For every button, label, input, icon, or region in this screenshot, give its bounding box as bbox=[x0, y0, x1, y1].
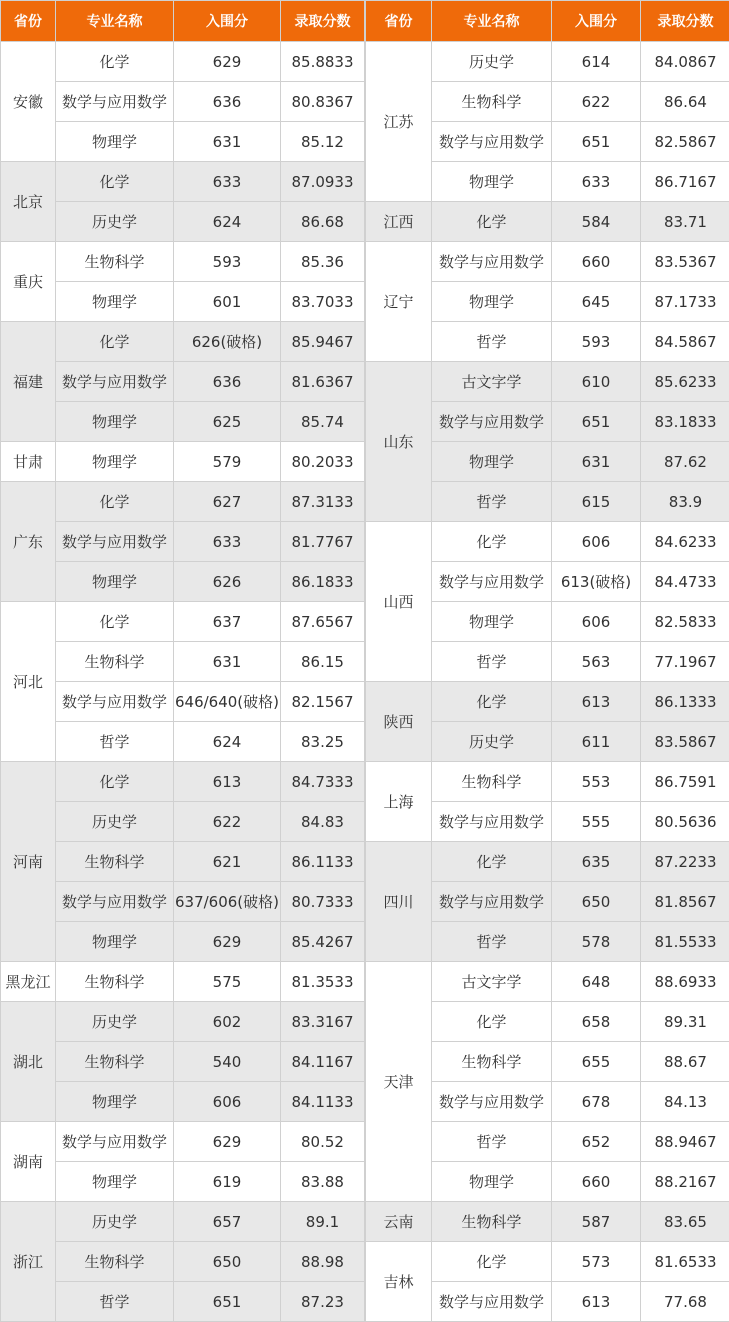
major-cell: 数学与应用数学 bbox=[432, 882, 552, 922]
major-cell: 化学 bbox=[432, 1242, 552, 1282]
cutoff-cell: 573 bbox=[552, 1242, 641, 1282]
table-row bbox=[366, 202, 729, 242]
major-cell: 数学与应用数学 bbox=[56, 882, 174, 922]
admission-cell: 84.83 bbox=[281, 802, 365, 842]
admission-cell: 85.36 bbox=[281, 242, 365, 282]
cutoff-cell: 624 bbox=[174, 722, 281, 762]
table-row bbox=[366, 1202, 729, 1242]
cutoff-cell: 626(破格) bbox=[174, 322, 281, 362]
cutoff-cell: 650 bbox=[552, 882, 641, 922]
major-cell: 化学 bbox=[56, 322, 174, 362]
admission-cell: 83.7033 bbox=[281, 282, 365, 322]
major-cell: 数学与应用数学 bbox=[432, 242, 552, 282]
cutoff-cell: 651 bbox=[174, 1282, 281, 1322]
admission-cell: 86.1833 bbox=[281, 562, 365, 602]
admission-cell: 84.0867 bbox=[641, 42, 729, 82]
admission-cell: 83.9 bbox=[641, 482, 729, 522]
cutoff-cell: 645 bbox=[552, 282, 641, 322]
major-cell: 历史学 bbox=[432, 722, 552, 762]
table-row bbox=[1, 1282, 365, 1322]
table-row bbox=[1, 642, 365, 682]
admission-cell: 83.65 bbox=[641, 1202, 729, 1242]
cutoff-cell: 601 bbox=[174, 282, 281, 322]
cutoff-cell: 563 bbox=[552, 642, 641, 682]
admission-cell: 86.1133 bbox=[281, 842, 365, 882]
header-province: 省份 bbox=[366, 1, 432, 42]
admission-cell: 87.3133 bbox=[281, 482, 365, 522]
major-cell: 古文字学 bbox=[432, 362, 552, 402]
admission-cell: 87.62 bbox=[641, 442, 729, 482]
admission-cell: 83.25 bbox=[281, 722, 365, 762]
major-cell: 化学 bbox=[432, 522, 552, 562]
table-row bbox=[366, 842, 729, 882]
major-cell: 生物科学 bbox=[432, 1042, 552, 1082]
admission-cell: 85.12 bbox=[281, 122, 365, 162]
header-major: 专业名称 bbox=[432, 1, 552, 42]
header-admission: 录取分数 bbox=[281, 1, 365, 42]
table-row bbox=[1, 482, 365, 522]
admission-cell: 81.6533 bbox=[641, 1242, 729, 1282]
cutoff-cell: 655 bbox=[552, 1042, 641, 1082]
cutoff-cell: 614 bbox=[552, 42, 641, 82]
cutoff-cell: 613(破格) bbox=[552, 562, 641, 602]
header-admission: 录取分数 bbox=[641, 1, 729, 42]
admission-cell: 84.5867 bbox=[641, 322, 729, 362]
major-cell: 历史学 bbox=[56, 1202, 174, 1242]
table-row bbox=[366, 522, 729, 562]
header-row bbox=[366, 1, 729, 42]
table-row bbox=[366, 42, 729, 82]
admission-cell: 83.1833 bbox=[641, 402, 729, 442]
table-row bbox=[1, 162, 365, 202]
admission-cell: 83.5867 bbox=[641, 722, 729, 762]
admission-cell: 81.6367 bbox=[281, 362, 365, 402]
admission-cell: 84.6233 bbox=[641, 522, 729, 562]
admission-cell: 88.2167 bbox=[641, 1162, 729, 1202]
admission-cell: 86.1333 bbox=[641, 682, 729, 722]
province-cell: 浙江 bbox=[1, 1202, 56, 1322]
province-cell: 北京 bbox=[1, 162, 56, 242]
major-cell: 化学 bbox=[432, 1002, 552, 1042]
major-cell: 生物科学 bbox=[432, 82, 552, 122]
admission-cell: 80.2033 bbox=[281, 442, 365, 482]
major-cell: 数学与应用数学 bbox=[56, 362, 174, 402]
major-cell: 数学与应用数学 bbox=[432, 1282, 552, 1322]
province-cell: 江西 bbox=[366, 202, 432, 242]
table-row bbox=[1, 842, 365, 882]
table-row bbox=[1, 322, 365, 362]
cutoff-cell: 648 bbox=[552, 962, 641, 1002]
province-cell: 云南 bbox=[366, 1202, 432, 1242]
province-cell: 河北 bbox=[1, 602, 56, 762]
header-cutoff: 入围分 bbox=[174, 1, 281, 42]
cutoff-cell: 658 bbox=[552, 1002, 641, 1042]
major-cell: 物理学 bbox=[432, 602, 552, 642]
admission-cell: 83.3167 bbox=[281, 1002, 365, 1042]
cutoff-cell: 629 bbox=[174, 42, 281, 82]
cutoff-cell: 660 bbox=[552, 242, 641, 282]
major-cell: 化学 bbox=[432, 202, 552, 242]
major-cell: 历史学 bbox=[56, 802, 174, 842]
admission-cell: 80.52 bbox=[281, 1122, 365, 1162]
major-cell: 生物科学 bbox=[56, 1042, 174, 1082]
admission-cell: 86.7591 bbox=[641, 762, 729, 802]
major-cell: 生物科学 bbox=[56, 842, 174, 882]
cutoff-cell: 633 bbox=[552, 162, 641, 202]
province-cell: 湖北 bbox=[1, 1002, 56, 1122]
cutoff-cell: 637 bbox=[174, 602, 281, 642]
admission-cell: 87.6567 bbox=[281, 602, 365, 642]
province-cell: 上海 bbox=[366, 762, 432, 842]
major-cell: 哲学 bbox=[56, 1282, 174, 1322]
admission-cell: 77.68 bbox=[641, 1282, 729, 1322]
cutoff-cell: 625 bbox=[174, 402, 281, 442]
cutoff-cell: 646/640(破格) bbox=[174, 682, 281, 722]
cutoff-cell: 631 bbox=[552, 442, 641, 482]
admission-cell: 84.1133 bbox=[281, 1082, 365, 1122]
header-province: 省份 bbox=[1, 1, 56, 42]
cutoff-cell: 652 bbox=[552, 1122, 641, 1162]
major-cell: 生物科学 bbox=[56, 242, 174, 282]
major-cell: 物理学 bbox=[56, 1082, 174, 1122]
admission-cell: 87.23 bbox=[281, 1282, 365, 1322]
major-cell: 数学与应用数学 bbox=[432, 562, 552, 602]
cutoff-cell: 636 bbox=[174, 362, 281, 402]
admission-cell: 88.98 bbox=[281, 1242, 365, 1282]
cutoff-cell: 613 bbox=[552, 682, 641, 722]
province-cell: 山西 bbox=[366, 522, 432, 682]
major-cell: 化学 bbox=[56, 42, 174, 82]
cutoff-cell: 578 bbox=[552, 922, 641, 962]
cutoff-cell: 587 bbox=[552, 1202, 641, 1242]
province-cell: 江苏 bbox=[366, 42, 432, 202]
admission-cell: 84.7333 bbox=[281, 762, 365, 802]
major-cell: 物理学 bbox=[56, 1162, 174, 1202]
table-row bbox=[366, 962, 729, 1002]
major-cell: 化学 bbox=[56, 482, 174, 522]
province-cell: 甘肃 bbox=[1, 442, 56, 482]
table-row bbox=[1, 1242, 365, 1282]
cutoff-cell: 650 bbox=[174, 1242, 281, 1282]
province-cell: 黑龙江 bbox=[1, 962, 56, 1002]
score-table-right bbox=[365, 0, 729, 1322]
major-cell: 化学 bbox=[56, 162, 174, 202]
admission-cell: 88.6933 bbox=[641, 962, 729, 1002]
province-cell: 重庆 bbox=[1, 242, 56, 322]
major-cell: 生物科学 bbox=[432, 1202, 552, 1242]
cutoff-cell: 626 bbox=[174, 562, 281, 602]
major-cell: 古文字学 bbox=[432, 962, 552, 1002]
cutoff-cell: 615 bbox=[552, 482, 641, 522]
admission-cell: 85.8833 bbox=[281, 42, 365, 82]
cutoff-cell: 613 bbox=[552, 1282, 641, 1322]
major-cell: 哲学 bbox=[432, 322, 552, 362]
admission-cell: 80.8367 bbox=[281, 82, 365, 122]
table-row bbox=[366, 1242, 729, 1282]
province-cell: 广东 bbox=[1, 482, 56, 602]
cutoff-cell: 575 bbox=[174, 962, 281, 1002]
province-cell: 安徽 bbox=[1, 42, 56, 162]
admission-cell: 84.1167 bbox=[281, 1042, 365, 1082]
admission-cell: 86.68 bbox=[281, 202, 365, 242]
cutoff-cell: 622 bbox=[174, 802, 281, 842]
cutoff-cell: 606 bbox=[174, 1082, 281, 1122]
admission-cell: 83.5367 bbox=[641, 242, 729, 282]
cutoff-cell: 584 bbox=[552, 202, 641, 242]
cutoff-cell: 622 bbox=[552, 82, 641, 122]
table-row bbox=[1, 202, 365, 242]
major-cell: 物理学 bbox=[56, 562, 174, 602]
table-row bbox=[1, 122, 365, 162]
province-cell: 湖南 bbox=[1, 1122, 56, 1202]
cutoff-cell: 606 bbox=[552, 602, 641, 642]
table-row bbox=[1, 1002, 365, 1042]
province-cell: 天津 bbox=[366, 962, 432, 1202]
major-cell: 哲学 bbox=[56, 722, 174, 762]
major-cell: 数学与应用数学 bbox=[432, 1082, 552, 1122]
table-row bbox=[1, 402, 365, 442]
table-row bbox=[366, 682, 729, 722]
admission-cell: 83.88 bbox=[281, 1162, 365, 1202]
cutoff-cell: 629 bbox=[174, 1122, 281, 1162]
table-row bbox=[1, 1042, 365, 1082]
admission-cell: 82.5833 bbox=[641, 602, 729, 642]
table-row bbox=[1, 1122, 365, 1162]
cutoff-cell: 633 bbox=[174, 522, 281, 562]
cutoff-cell: 624 bbox=[174, 202, 281, 242]
admission-cell: 89.1 bbox=[281, 1202, 365, 1242]
cutoff-cell: 593 bbox=[552, 322, 641, 362]
admission-cell: 82.1567 bbox=[281, 682, 365, 722]
table-row bbox=[1, 562, 365, 602]
cutoff-cell: 555 bbox=[552, 802, 641, 842]
admission-cell: 88.67 bbox=[641, 1042, 729, 1082]
table-row bbox=[366, 242, 729, 282]
admission-cell: 87.1733 bbox=[641, 282, 729, 322]
province-cell: 陕西 bbox=[366, 682, 432, 762]
major-cell: 数学与应用数学 bbox=[56, 1122, 174, 1162]
table-row bbox=[366, 762, 729, 802]
major-cell: 物理学 bbox=[432, 1162, 552, 1202]
major-cell: 数学与应用数学 bbox=[432, 122, 552, 162]
province-cell: 四川 bbox=[366, 842, 432, 962]
admission-cell: 85.6233 bbox=[641, 362, 729, 402]
major-cell: 哲学 bbox=[432, 482, 552, 522]
table-row bbox=[1, 722, 365, 762]
major-cell: 化学 bbox=[56, 762, 174, 802]
cutoff-cell: 651 bbox=[552, 122, 641, 162]
admission-cell: 81.3533 bbox=[281, 962, 365, 1002]
table-row bbox=[1, 602, 365, 642]
table-row bbox=[1, 442, 365, 482]
admission-cell: 77.1967 bbox=[641, 642, 729, 682]
table-row bbox=[366, 362, 729, 402]
major-cell: 数学与应用数学 bbox=[56, 682, 174, 722]
major-cell: 化学 bbox=[56, 602, 174, 642]
table-row bbox=[1, 762, 365, 802]
cutoff-cell: 627 bbox=[174, 482, 281, 522]
cutoff-cell: 631 bbox=[174, 122, 281, 162]
admission-cell: 81.5533 bbox=[641, 922, 729, 962]
cutoff-cell: 540 bbox=[174, 1042, 281, 1082]
major-cell: 历史学 bbox=[432, 42, 552, 82]
major-cell: 生物科学 bbox=[56, 1242, 174, 1282]
cutoff-cell: 631 bbox=[174, 642, 281, 682]
province-cell: 福建 bbox=[1, 322, 56, 442]
table-row bbox=[1, 522, 365, 562]
admission-cell: 84.13 bbox=[641, 1082, 729, 1122]
admission-cell: 80.5636 bbox=[641, 802, 729, 842]
major-cell: 物理学 bbox=[56, 922, 174, 962]
major-cell: 生物科学 bbox=[56, 642, 174, 682]
admission-cell: 84.4733 bbox=[641, 562, 729, 602]
province-cell: 山东 bbox=[366, 362, 432, 522]
cutoff-cell: 637/606(破格) bbox=[174, 882, 281, 922]
major-cell: 化学 bbox=[432, 842, 552, 882]
table-row bbox=[1, 682, 365, 722]
admission-cell: 85.9467 bbox=[281, 322, 365, 362]
admission-cell: 86.15 bbox=[281, 642, 365, 682]
cutoff-cell: 610 bbox=[552, 362, 641, 402]
table-row bbox=[1, 242, 365, 282]
cutoff-cell: 606 bbox=[552, 522, 641, 562]
major-cell: 数学与应用数学 bbox=[432, 802, 552, 842]
admission-cell: 89.31 bbox=[641, 1002, 729, 1042]
admission-cell: 87.2233 bbox=[641, 842, 729, 882]
table-row bbox=[1, 1082, 365, 1122]
major-cell: 物理学 bbox=[56, 402, 174, 442]
major-cell: 历史学 bbox=[56, 202, 174, 242]
admission-cell: 86.7167 bbox=[641, 162, 729, 202]
major-cell: 物理学 bbox=[432, 442, 552, 482]
table-row bbox=[1, 802, 365, 842]
admission-cell: 81.7767 bbox=[281, 522, 365, 562]
table-row bbox=[1, 82, 365, 122]
header-cutoff: 入围分 bbox=[552, 1, 641, 42]
header-major: 专业名称 bbox=[56, 1, 174, 42]
cutoff-cell: 657 bbox=[174, 1202, 281, 1242]
cutoff-cell: 678 bbox=[552, 1082, 641, 1122]
table-row bbox=[1, 882, 365, 922]
table-row bbox=[1, 282, 365, 322]
table-row bbox=[1, 42, 365, 82]
cutoff-cell: 636 bbox=[174, 82, 281, 122]
major-cell: 物理学 bbox=[432, 162, 552, 202]
table-row bbox=[1, 1162, 365, 1202]
cutoff-cell: 613 bbox=[174, 762, 281, 802]
admission-cell: 85.74 bbox=[281, 402, 365, 442]
major-cell: 哲学 bbox=[432, 642, 552, 682]
table-row bbox=[1, 962, 365, 1002]
province-cell: 河南 bbox=[1, 762, 56, 962]
major-cell: 物理学 bbox=[56, 442, 174, 482]
cutoff-cell: 579 bbox=[174, 442, 281, 482]
major-cell: 数学与应用数学 bbox=[56, 522, 174, 562]
cutoff-cell: 611 bbox=[552, 722, 641, 762]
table-row bbox=[1, 1202, 365, 1242]
header-row bbox=[1, 1, 365, 42]
admission-cell: 81.8567 bbox=[641, 882, 729, 922]
cutoff-cell: 651 bbox=[552, 402, 641, 442]
major-cell: 数学与应用数学 bbox=[432, 402, 552, 442]
admission-cell: 80.7333 bbox=[281, 882, 365, 922]
cutoff-cell: 660 bbox=[552, 1162, 641, 1202]
cutoff-cell: 635 bbox=[552, 842, 641, 882]
major-cell: 哲学 bbox=[432, 1122, 552, 1162]
admission-cell: 83.71 bbox=[641, 202, 729, 242]
cutoff-cell: 553 bbox=[552, 762, 641, 802]
major-cell: 历史学 bbox=[56, 1002, 174, 1042]
cutoff-cell: 621 bbox=[174, 842, 281, 882]
admission-cell: 87.0933 bbox=[281, 162, 365, 202]
major-cell: 生物科学 bbox=[432, 762, 552, 802]
major-cell: 物理学 bbox=[432, 282, 552, 322]
admission-cell: 86.64 bbox=[641, 82, 729, 122]
cutoff-cell: 619 bbox=[174, 1162, 281, 1202]
major-cell: 数学与应用数学 bbox=[56, 82, 174, 122]
cutoff-cell: 629 bbox=[174, 922, 281, 962]
major-cell: 哲学 bbox=[432, 922, 552, 962]
province-cell: 辽宁 bbox=[366, 242, 432, 362]
cutoff-cell: 633 bbox=[174, 162, 281, 202]
admission-cell: 85.4267 bbox=[281, 922, 365, 962]
major-cell: 物理学 bbox=[56, 282, 174, 322]
admission-cell: 88.9467 bbox=[641, 1122, 729, 1162]
cutoff-cell: 593 bbox=[174, 242, 281, 282]
table-row bbox=[1, 922, 365, 962]
cutoff-cell: 602 bbox=[174, 1002, 281, 1042]
major-cell: 化学 bbox=[432, 682, 552, 722]
major-cell: 生物科学 bbox=[56, 962, 174, 1002]
major-cell: 物理学 bbox=[56, 122, 174, 162]
admission-cell: 82.5867 bbox=[641, 122, 729, 162]
table-row bbox=[1, 362, 365, 402]
province-cell: 吉林 bbox=[366, 1242, 432, 1322]
